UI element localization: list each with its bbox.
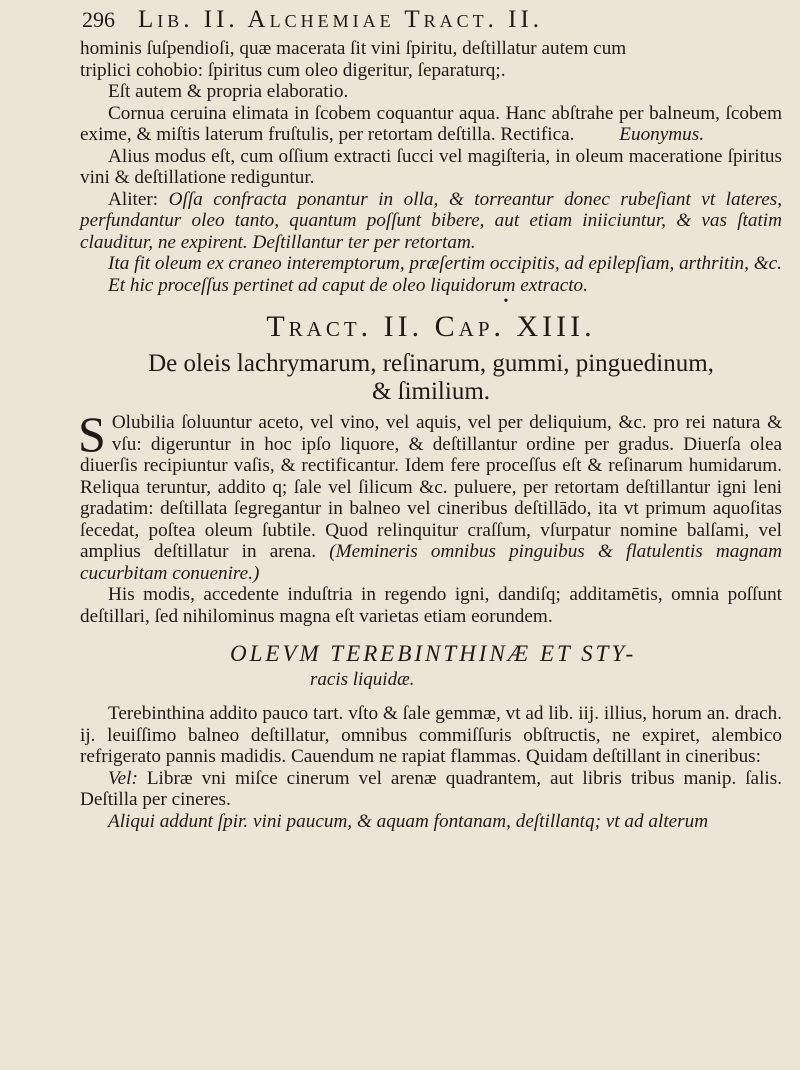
aliter-text: Oſſa confracta ponantur in olla, & torreantur donec rubeſiant vt lateres, perfundantur oleo tanto, quantum poſſunt bibere, aut etiam iniiciuntur, & vas ſtatim clauditur, ne expirent. Deſtillantur ter per retortam. — [80, 188, 782, 253]
paragraph-continued-line1: hominis ſuſpendioſi, quæ macerata ſit vini ſpiritu, deſtillatur autem cum — [80, 38, 627, 59]
ornament-dot: • — [503, 294, 509, 309]
solubilia-note: (Memineris omnibus pinguibus & flatulentis magnam cucurbitam conuenire.) — [80, 541, 783, 584]
vel-lead: Vel: — [108, 767, 138, 789]
paragraph-terebinthina: Terebinthina addito pauco tart. vſto & ſale gemmæ, vt ad lib. iij. illius, horum an. drach. ij. leuiſſimo balneo deſtillatur, omnibus commiſſuris obſtructis, ne expiret, alembico refrigerato pannis madidis. Cauendum ne rapiat flammas. Quidam deſtillant in cineribus: — [80, 703, 782, 767]
paragraph-aliqui: Aliqui addunt ſpir. vini paucum, & aquam fontanam, deſtillantq; vt ad alterum — [108, 810, 709, 832]
paragraph-cornua-text: Cornua ceruina elimata in ſcobem coquantur aqua. Hanc abſtrahe per balneum, ſcobem exime, & miſtis laterum fruſtulis, per retortam deſtilla. Rectifica. — [80, 102, 782, 145]
page-number: 296 — [82, 7, 115, 32]
paragraph-solubilia — [78, 406, 783, 584]
vel-text: Libræ vni miſce cinerum vel arenæ quadrantem, aut libris tribus manip. ſalis. Deſtilla per cineres. — [80, 767, 783, 810]
running-title: Lib. II. Alchemiae Tract. II. — [138, 6, 544, 33]
solubilia-text: Olubilia ſoluuntur aceto, vel vino, vel aquis, vel per deliquium, &c. pro rei natura & vſu: digeruntur in hoc ipſo liquore, & deſtillantur ordine per gradus. Diuerſa olea diuerſis recipiuntur vaſis, & rectificantur. Idem fere proceſſus eſt & reſinarum humidarum. Reliqua teruntur, addito q; ſale vel ſilicum &c. puluere, per retortam deſtillantur igni leni gradatim: deſtillata ſegregantur in balneo vel cineribus deſtillādo, ita vt primum aquoſitas ſecedat, poſtea oleum ſubtile. Quod relinquitur craſſum, vſurpatur nomine balſami, vel amplius deſtillatur in arena. — [80, 412, 782, 562]
paragraph-cornua — [80, 103, 782, 146]
paragraph-vel — [80, 768, 782, 811]
dropcap-letter: S — [78, 406, 106, 462]
paragraph-continued-line3: Eſt autem & propria elaboratio. — [108, 81, 349, 102]
section-subtitle: racis liquidæ. — [310, 669, 415, 690]
chapter-title-line1: De oleis lachrymarum, reſinarum, gummi, pinguedinum, — [148, 350, 714, 377]
running-head — [80, 6, 782, 38]
paragraph-continued-line2: triplici cohobio: ſpiritus cum oleo digeritur, ſeparaturq;. — [80, 59, 506, 81]
section-title: OLEVM TEREBINTHINÆ ET STY- — [230, 641, 637, 666]
paragraph-alius-modus: Alius modus eſt, cum oſſium extracti ſucci vel magiſteria, in oleum maceratione ſpiritus vini & deſtillatione rediguntur. — [80, 145, 782, 188]
aliter-lead: Aliter: — [108, 188, 159, 210]
paragraph-processus: Et hic proceſſus pertinet ad caput de oleo liquidorum extracto. — [108, 274, 588, 296]
paragraph-oleum-craneo: Ita fit oleum ex craneo interemptorum, præſertim occipitis, ad epilepſiam, arthritin, &c. — [108, 253, 782, 274]
paragraph-his-modis: His modis, accedente induſtria in regendo igni, dandiſq; additamētis, omnia poſſunt deſtillari, ſed nihilominus magna eſt varietas etiam eorundem. — [80, 584, 782, 627]
author-euonymus: Euonymus. — [619, 124, 704, 145]
paragraph-aliter — [80, 189, 782, 254]
chapter-heading: Tract. II. Cap. XIII. — [266, 310, 596, 343]
chapter-title-line2: & ſimilium. — [371, 378, 491, 405]
